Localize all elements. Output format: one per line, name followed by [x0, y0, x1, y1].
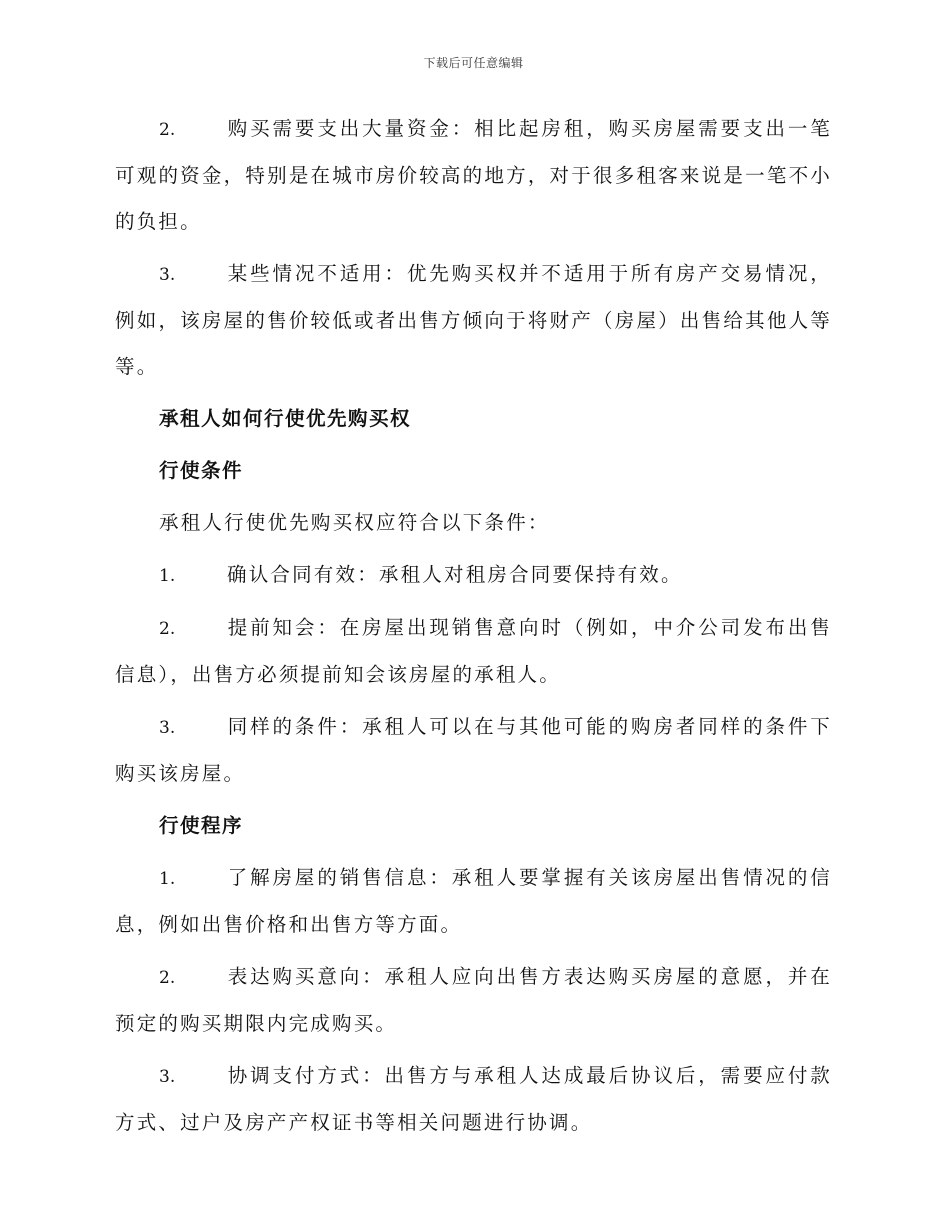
page-header: 下载后可任意编辑: [423, 56, 524, 70]
list-number: 2.: [159, 619, 176, 639]
list-text: 同样的条件：承租人可以在与其他可能的购房者同样的条件下购买该房屋。: [115, 715, 832, 785]
list-text: 协调支付方式：出售方与承租人达成最后协议后，需要应付款方式、过户及房产产权证书等相关问题进行协调。: [115, 1064, 832, 1134]
subsection-heading-conditions: 行使条件: [159, 459, 244, 482]
list-text: 了解房屋的销售信息：承租人要掌握有关该房屋出售情况的信息，例如出售价格和出售方等方面。: [115, 866, 832, 936]
list-text: 购买需要支出大量资金：相比起房租，购买房屋需要支出一笔可观的资金，特别是在城市房价较高的地方，对于很多租客来说是一笔不小的负担。: [115, 117, 832, 233]
list-number: 2.: [159, 968, 176, 988]
list-text: 某些情况不适用：优先购买权并不适用于所有房产交易情况，例如，该房屋的售价较低或者出售方倾向于将财产（房屋）出售给其他人等等。: [115, 262, 832, 378]
list-number: 3.: [159, 718, 176, 738]
list-item: [115, 954, 832, 1047]
list-text: 确认合同有效：承租人对租房合同要保持有效。: [227, 563, 683, 586]
list-number: 2.: [159, 120, 176, 140]
section-heading: 承租人如何行使优先购买权: [159, 407, 412, 430]
list-text: 提前知会：在房屋出现销售意向时（例如，中介公司发布出售信息），出售方必须提前知会该房屋的承租人。: [115, 616, 832, 686]
subsection-heading-procedure: 行使程序: [159, 814, 244, 837]
list-number: 3.: [159, 1067, 176, 1087]
list-item: [115, 704, 832, 797]
list-item: [115, 251, 832, 390]
list-item: [115, 855, 832, 948]
list-number: 3.: [159, 265, 176, 285]
list-number: 1.: [159, 566, 176, 586]
list-item: [115, 106, 832, 245]
list-item: [115, 552, 832, 599]
list-item: [115, 605, 832, 698]
paragraph: 承租人行使优先购买权应符合以下条件：: [159, 511, 550, 534]
list-item: [115, 1053, 832, 1146]
list-text: 表达购买意向：承租人应向出售方表达购买房屋的意愿，并在预定的购买期限内完成购买。: [115, 965, 832, 1035]
list-number: 1.: [159, 869, 176, 889]
document-body: [115, 106, 832, 1146]
